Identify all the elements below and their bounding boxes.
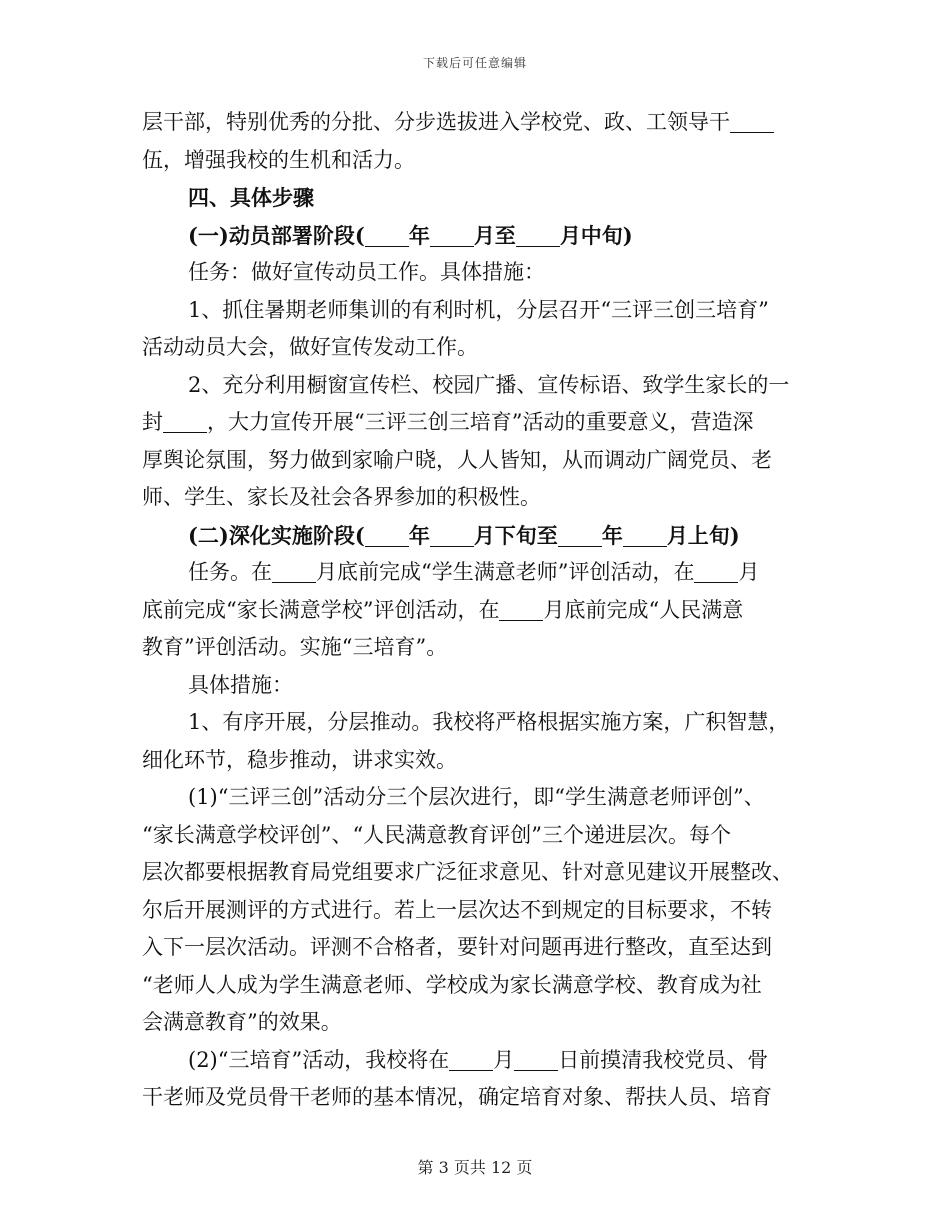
text-run: “家长满意学校评创”、“人民满意教育评创”三个递进层次。每个: [142, 822, 731, 847]
paragraph-line: [142, 1042, 822, 1080]
fill-in-blank: [430, 226, 474, 247]
text-run: 年: [408, 222, 430, 248]
text-run: 干老师及党员骨干老师的基本情况，确定培育对象、帮扶人员、培育: [142, 1085, 772, 1109]
text-run: 年: [408, 522, 430, 548]
page-header: 下载后可任意编辑: [422, 56, 527, 70]
paragraph-line: [142, 929, 822, 967]
paragraph-line: [142, 967, 822, 1005]
text-run: 教育”评创活动。实施“三培育”。: [142, 635, 448, 659]
text-run: 月中旬): [559, 222, 633, 248]
paragraph-line: [142, 404, 822, 442]
text-run: ，大力宣传开展“三评三创三培育”活动的重要意义，营造深: [207, 410, 754, 434]
paragraph-line: [142, 554, 822, 592]
paragraph-line: [142, 629, 822, 667]
text-run: 任务。在: [188, 560, 272, 584]
section-heading-line: [142, 179, 822, 217]
text-run: 底前完成“家长满意学校”评创活动，在: [142, 597, 500, 622]
fill-in-blank: [163, 412, 207, 433]
paragraph-line: [142, 667, 822, 705]
text-run: 月至: [473, 222, 516, 248]
text-run: “老师人人成为学生满意老师、学校成为家长满意学校、教育成为社: [142, 972, 762, 997]
text-run: 月: [738, 560, 760, 584]
text-run: 伍，增强我校的生机和活力。: [142, 147, 415, 172]
fill-in-blank: [449, 1050, 493, 1071]
text-run: 封: [142, 410, 163, 434]
text-run: 2、充分利用橱窗宣传栏、校园广播、宣传标语、致学生家长的一: [188, 372, 790, 397]
fill-in-blank: [365, 526, 409, 547]
text-run: 层干部，特别优秀的分批、分步选拔进入学校党、政、工领导干: [142, 110, 730, 134]
paragraph-line: [142, 892, 822, 930]
paragraph-line: [142, 779, 822, 817]
text-run: 月上旬): [666, 522, 740, 548]
text-run: 四、具体步骤: [188, 185, 314, 210]
paragraph-line: [142, 104, 822, 142]
text-run: 月: [493, 1047, 515, 1072]
text-run: 月下旬至: [473, 522, 558, 548]
text-run: (2)“三培育”活动，我校将在: [188, 1047, 450, 1072]
fill-in-blank: [499, 600, 543, 621]
text-run: 厚舆论氛围，努力做到家喻户晓，人人皆知，从而调动广阔党员、老: [142, 447, 772, 472]
section-heading-line: [142, 517, 822, 555]
paragraph-line: [142, 329, 822, 367]
section-heading-line: [142, 217, 822, 255]
paragraph-line: [142, 367, 822, 405]
text-run: 细化环节，稳步推动，讲求实效。: [142, 747, 457, 772]
text-run: 活动动员大会，做好宣传发动工作。: [142, 335, 478, 359]
text-run: 日前摸清我校党员、骨: [558, 1047, 769, 1072]
fill-in-blank: [694, 562, 738, 583]
text-run: 尔后开展测评的方式进行。若上一层次达不到规定的目标要求，不转: [142, 897, 772, 922]
fill-in-blank: [623, 526, 667, 547]
paragraph-line: [142, 854, 822, 892]
text-run: 任务：做好宣传动员工作。具体措施：: [188, 260, 545, 284]
text-run: 月底前完成“学生满意老师”评创活动，在: [316, 560, 695, 584]
paragraph-line: [142, 704, 822, 742]
text-run: 1、有序开展，分层推动。我校将严格根据实施方案，广积智慧，: [188, 710, 790, 734]
fill-in-blank: [730, 112, 774, 133]
paragraph-line: [142, 1079, 822, 1117]
text-run: (1)“三评三创”活动分三个层次进行，即“学生满意老师评创”、: [188, 785, 765, 809]
paragraph-line: [142, 1004, 822, 1042]
fill-in-blank: [516, 226, 560, 247]
text-run: 具体措施：: [188, 672, 293, 697]
paragraph-line: [142, 442, 822, 480]
text-run: 师、学生、家长及社会各界参加的积极性。: [142, 485, 541, 509]
fill-in-blank: [558, 526, 602, 547]
paragraph-line: [142, 592, 822, 630]
fill-in-blank: [430, 526, 474, 547]
text-run: (二)深化实施阶段(: [188, 522, 365, 548]
text-run: 层次都要根据教育局党组要求广泛征求意见、针对意见建议开展整改、: [142, 860, 793, 884]
paragraph-line: [142, 292, 822, 330]
page-footer: 第 3 页共 12 页: [417, 1158, 533, 1177]
text-run: 月底前完成“人民满意: [543, 597, 744, 622]
paragraph-line: [142, 742, 822, 780]
text-run: (一)动员部署阶段(: [188, 222, 365, 248]
fill-in-blank: [514, 1050, 558, 1071]
paragraph-line: [142, 254, 822, 292]
text-run: 入下一层次活动。评测不合格者，要针对问题再进行整改，直至达到: [142, 935, 772, 959]
text-run: 会满意教育”的效果。: [142, 1010, 342, 1034]
paragraph-line: [142, 479, 822, 517]
text-run: 年: [601, 522, 623, 548]
fill-in-blank: [365, 226, 409, 247]
document-body: [142, 104, 822, 1117]
paragraph-line: [142, 817, 822, 855]
paragraph-line: [142, 142, 822, 180]
fill-in-blank: [272, 562, 316, 583]
text-run: 1、抓住暑期老师集训的有利时机，分层召开“三评三创三培育”: [188, 297, 769, 322]
